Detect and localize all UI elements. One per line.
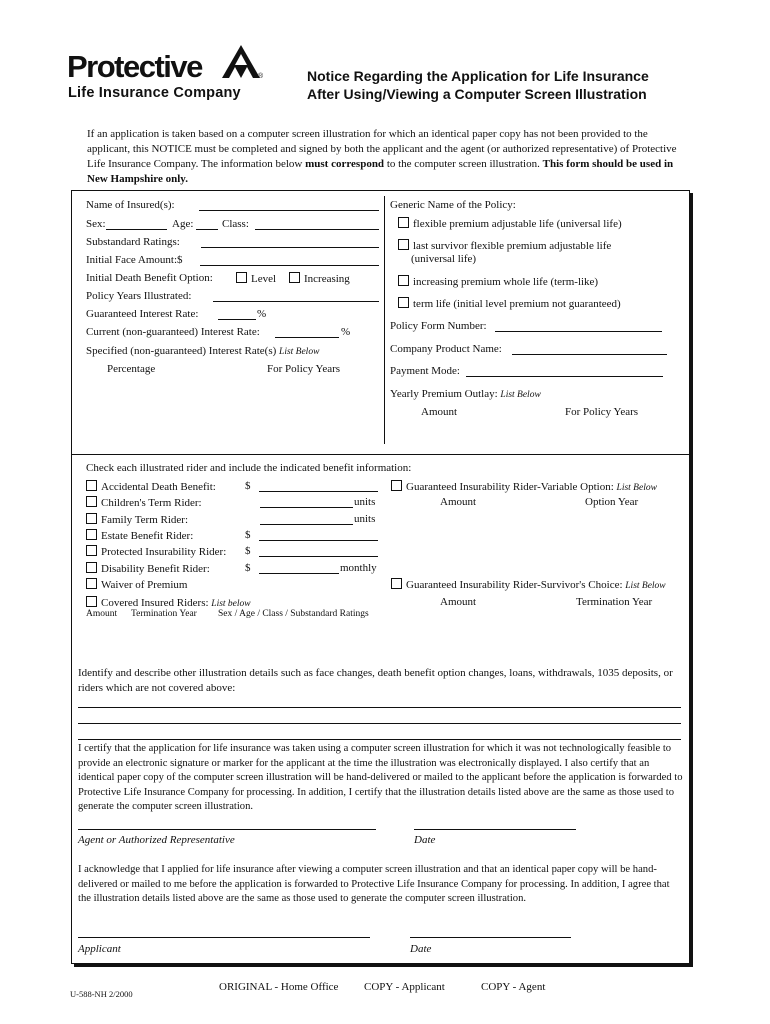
agent-date-label: Date <box>414 834 436 846</box>
level-checkbox[interactable] <box>236 272 247 283</box>
rider-estate-field[interactable] <box>259 540 378 541</box>
policy-option-ul-label: flexible premium adjustable life (universal life) <box>413 218 622 230</box>
sex-label: Sex: <box>86 218 106 230</box>
specified-rate-label: Specified (non-guaranteed) Interest Rate(s) List Below <box>86 345 320 357</box>
policy-option-whole-life[interactable] <box>398 275 598 288</box>
payment-mode-label: Payment Mode: <box>390 365 460 377</box>
rider-accidental-dollar: $ <box>245 480 251 492</box>
policy-option-survivor-label: last survivor flexible premium adjustable life <box>413 240 612 252</box>
rider-protected-label: Protected Insurability Rider: <box>101 546 227 558</box>
rider-waiver-label: Waiver of Premium <box>101 579 188 591</box>
rider-family-checkbox[interactable] <box>86 513 97 524</box>
agent-certification: I certify that the application for life insurance was taken using a computer screen illustration for which it was not technologically feasible to provide an electronic signature or marker for the applicant at the time the illustration was electronically displayed. I also certify that an identical paper copy of the computer screen illustration will be hand-delivered or mailed to the applicant before the application is forwarded to Protective Life Insurance Company for processing. In addition, I certify that the illustration details listed above are the same as those used to generate the computer screen illustration. <box>78 743 683 813</box>
outlay-amount-column-label: Amount <box>421 406 458 418</box>
section-divider <box>71 454 689 455</box>
age-field[interactable] <box>196 229 218 230</box>
applicant-acknowledgment: I acknowledge that I applied for life insurance after viewing a computer screen illustration and that an identical paper copy will be hand-delivered or mailed to me before the application is forwarded to Protective Life Insurance Company for processing. In addition, I agree that the illustration details listed above are the same as those used to generate the computer screen illustration. <box>78 864 670 905</box>
rider-disability-checkbox[interactable] <box>86 562 97 573</box>
rider-gir-variable-checkbox[interactable] <box>391 480 402 491</box>
insured-name-label: Name of Insured(s): <box>86 199 175 211</box>
company-subtitle: Life Insurance Company <box>68 85 241 101</box>
policy-years-field[interactable] <box>213 301 379 302</box>
policy-option-ul[interactable] <box>398 217 622 230</box>
agent-signature-field[interactable] <box>78 829 376 830</box>
applicant-date-field[interactable] <box>410 937 571 938</box>
rider-estate-checkbox[interactable] <box>86 529 97 540</box>
gir-survivor-amount-label: Amount <box>440 596 477 608</box>
applicant-signature-label: Applicant <box>78 943 121 955</box>
rider-protected-field[interactable] <box>259 556 378 557</box>
rider-accidental-label: Accidental Death Benefit: <box>101 481 216 493</box>
other-details-prompt: Identify and describe other illustration details such as face changes, death benefit option changes, loans, withdrawals, 1035 deposits, or riders which are not covered above: <box>78 667 673 694</box>
rider-disability-field[interactable] <box>259 573 339 574</box>
form-number-label: Policy Form Number: <box>390 320 487 332</box>
rider-disability-label: Disability Benefit Rider: <box>101 563 210 575</box>
riders-heading: Check each illustrated rider and include the indicated benefit information: <box>86 462 412 474</box>
rider-disability-dollar: $ <box>245 562 251 574</box>
age-label: Age: <box>172 218 194 230</box>
increasing-option[interactable] <box>289 272 350 285</box>
company-logo-wordmark: Protective <box>67 49 202 84</box>
percentage-column-label: Percentage <box>107 363 156 375</box>
increasing-label: Increasing <box>304 273 350 285</box>
class-field[interactable] <box>255 229 379 230</box>
rider-estate-dollar: $ <box>245 529 251 541</box>
product-name-label: Company Product Name: <box>390 343 502 355</box>
substandard-label: Substandard Ratings: <box>86 236 180 248</box>
guaranteed-rate-field[interactable] <box>218 319 256 320</box>
covered-col-amount: Amount <box>86 609 118 619</box>
rider-covered-list-below: List below <box>211 599 251 609</box>
rider-disability-monthly: monthly <box>340 562 377 574</box>
rider-gir-variable-label: Guaranteed Insurability Rider-Variable Option: <box>406 481 614 493</box>
rider-disability[interactable] <box>86 562 210 575</box>
covered-col-termination: Termination Year <box>131 609 197 619</box>
rider-accidental-checkbox[interactable] <box>86 480 97 491</box>
rider-covered-checkbox[interactable] <box>86 596 97 607</box>
rider-accidental-field[interactable] <box>259 491 378 492</box>
footer-copy-applicant: COPY - Applicant <box>364 981 445 993</box>
rider-covered-label: Covered Insured Riders: <box>101 597 209 609</box>
footer-original: ORIGINAL - Home Office <box>219 981 339 993</box>
other-details-line-1[interactable] <box>78 707 681 708</box>
gir-variable-amount-label: Amount <box>440 496 477 508</box>
rider-waiver[interactable] <box>86 578 187 591</box>
rider-family-units: units <box>354 513 376 525</box>
policy-years-column-label: For Policy Years <box>267 363 341 375</box>
applicant-date-label: Date <box>410 943 432 955</box>
current-rate-label: Current (non-guaranteed) Interest Rate: <box>86 326 260 338</box>
product-name-field[interactable] <box>512 354 667 355</box>
generic-name-label: Generic Name of the Policy: <box>390 199 516 211</box>
page-title-line2: After Using/Viewing a Computer Screen Illustration <box>307 86 647 102</box>
rider-gir-variable[interactable] <box>391 480 657 493</box>
policy-years-label: Policy Years Illustrated: <box>86 290 192 302</box>
substandard-field[interactable] <box>201 247 379 248</box>
policy-option-term-label: term life (initial level premium not guaranteed) <box>413 298 621 310</box>
company-logo-triangle-icon <box>222 45 260 81</box>
class-label: Class: <box>222 218 249 230</box>
policy-option-whole-life-checkbox[interactable] <box>398 275 409 286</box>
rider-gir-survivor[interactable] <box>391 578 666 591</box>
rider-family[interactable] <box>86 513 188 526</box>
rider-protected-dollar: $ <box>245 545 251 557</box>
rider-children-field[interactable] <box>260 507 353 508</box>
registered-mark: ® <box>258 73 264 80</box>
policy-option-survivor[interactable] <box>398 239 611 252</box>
current-rate-field[interactable] <box>275 337 339 338</box>
rider-estate[interactable] <box>86 529 193 542</box>
level-option[interactable] <box>236 272 276 285</box>
outlay-years-column-label: For Policy Years <box>565 406 639 418</box>
policy-option-whole-life-label: increasing premium whole life (term-like) <box>413 276 599 288</box>
rider-children-units: units <box>354 496 376 508</box>
death-benefit-label: Initial Death Benefit Option: <box>86 272 213 284</box>
guaranteed-rate-percent: % <box>257 308 267 320</box>
policy-option-survivor-checkbox[interactable] <box>398 239 409 250</box>
policy-option-term[interactable] <box>398 297 621 310</box>
column-divider <box>384 196 385 444</box>
rider-gir-variable-list-below: List Below <box>616 483 657 493</box>
rider-gir-survivor-label: Guaranteed Insurability Rider-Survivor's Choice: <box>406 579 623 591</box>
other-details-line-3[interactable] <box>78 739 681 740</box>
payment-mode-field[interactable] <box>466 376 663 377</box>
current-rate-percent: % <box>341 326 351 338</box>
form-number-field[interactable] <box>495 331 662 332</box>
policy-option-term-checkbox[interactable] <box>398 297 409 308</box>
covered-col-ratings: Sex / Age / Class / Substandard Ratings <box>218 609 369 619</box>
other-details-line-2[interactable] <box>78 723 681 724</box>
rider-estate-label: Estate Benefit Rider: <box>101 530 194 542</box>
rider-family-label: Family Term Rider: <box>101 514 189 526</box>
gir-variable-option-year-label: Option Year <box>585 496 639 508</box>
rider-children-checkbox[interactable] <box>86 496 97 507</box>
agent-date-field[interactable] <box>414 829 576 830</box>
gir-survivor-termination-label: Termination Year <box>576 596 653 608</box>
yearly-outlay-label: Yearly Premium Outlay: List Below <box>390 388 541 400</box>
increasing-checkbox[interactable] <box>289 272 300 283</box>
rider-gir-survivor-checkbox[interactable] <box>391 578 402 589</box>
rider-covered[interactable] <box>86 596 251 609</box>
rider-accidental[interactable] <box>86 480 216 493</box>
rider-waiver-checkbox[interactable] <box>86 578 97 589</box>
policy-option-survivor-label-2: (universal life) <box>411 253 477 265</box>
page-title-line1: Notice Regarding the Application for Life Insurance <box>307 68 649 84</box>
applicant-signature-field[interactable] <box>78 937 370 938</box>
level-label: Level <box>251 273 277 285</box>
guaranteed-rate-label: Guaranteed Interest Rate: <box>86 308 199 320</box>
intro-paragraph: If an application is taken based on a computer screen illustration for which an identical paper copy has not been provided to the applicant, this NOTICE must be completed and signed by both the applicant and the agent (or authorized representative) of Protective Life Insurance Company. The information below must correspond to the computer screen illustration. This form should be used in New Hampshire only. <box>87 128 677 185</box>
rider-protected[interactable] <box>86 545 226 558</box>
policy-option-ul-checkbox[interactable] <box>398 217 409 228</box>
footer-copy-agent: COPY - Agent <box>481 981 546 993</box>
sex-field[interactable] <box>106 229 167 230</box>
face-amount-label: Initial Face Amount:$ <box>86 254 183 266</box>
form-number: U-588-NH 2/2000 <box>70 989 133 999</box>
rider-children-label: Children's Term Rider: <box>101 497 202 509</box>
rider-family-field[interactable] <box>260 524 353 525</box>
rider-gir-survivor-list-below: List Below <box>625 581 666 591</box>
rider-children[interactable] <box>86 496 202 509</box>
agent-signature-label: Agent or Authorized Representative <box>78 834 235 846</box>
face-amount-field[interactable] <box>200 265 379 266</box>
rider-protected-checkbox[interactable] <box>86 545 97 556</box>
insured-name-field[interactable] <box>199 210 379 211</box>
